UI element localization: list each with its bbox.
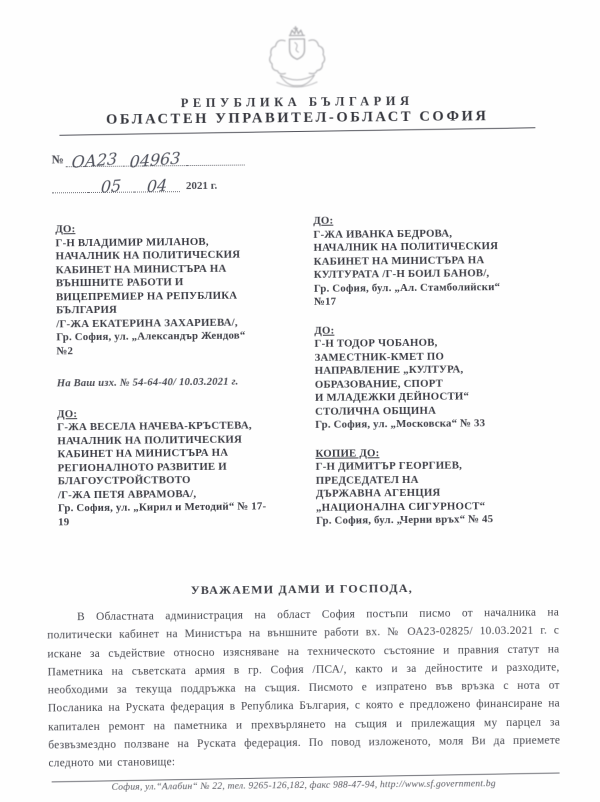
registry-number-line xyxy=(52,147,245,175)
recipient-label: ДО: xyxy=(314,324,335,337)
registry-block xyxy=(52,147,245,201)
address-line: Гр. София, ул. „Московска“ № 33 xyxy=(315,417,486,431)
footer-contact-line: София, ул.“Алабин“ № 22, тел. 9265-126,182, факс 988-47-94, http://www.sf.government.bg xyxy=(111,778,496,793)
address-line: „НАЦИОНАЛНА СИГУРНОСТ“ xyxy=(315,499,486,514)
recipient-address xyxy=(316,458,567,528)
dotted-leader xyxy=(186,147,244,167)
recipient-block-chobanov xyxy=(314,322,565,432)
address-line: И МЛАДЕЖКИ ДЕЙНОСТИ“ xyxy=(314,390,470,404)
recipients-left-column xyxy=(55,221,312,544)
address-line: БЪЛГАРИЯ xyxy=(56,303,118,317)
address-line: Г-Н ВЛАДИМИР МИЛАНОВ, xyxy=(55,235,209,249)
address-line: ДЪРЖАВНА АГЕНЦИЯ xyxy=(315,486,441,500)
address-line: НАЧАЛНИК НА ПОЛИТИЧЕСКИЯ xyxy=(55,248,241,263)
recipient-address xyxy=(314,335,565,432)
address-line: КУЛТУРАТА /Г-Н БОИЛ БАНОВ/, xyxy=(313,267,490,281)
dotted-leader xyxy=(66,148,124,172)
address-line: НАПРАВЛЕНИЕ „КУЛТУРА, xyxy=(314,363,464,377)
address-line: Гр. София, бул. „Черни връх“ № 45 xyxy=(316,513,494,527)
recipient-block-nacheva xyxy=(57,405,312,529)
address-line: Гр. София, бул. „Ал. Стамболийски“ xyxy=(313,280,501,295)
reference-line: На Ваш изх. № 54-64-40/ 10.03.2021 г. xyxy=(56,376,239,390)
address-line: /Г-ЖА ЕКАТЕРИНА ЗАХАРИЕВА/, xyxy=(56,316,238,330)
dotted-leader xyxy=(123,147,186,172)
address-line: НАЧАЛНИК НА ПОЛИТИЧЕСКИЯ xyxy=(313,240,499,254)
handwritten-number-part1: ОА23 xyxy=(71,149,118,172)
year-label: 2021 г. xyxy=(185,179,218,193)
dotted-leader xyxy=(52,174,88,193)
recipient-address xyxy=(313,226,564,309)
number-sign: № xyxy=(51,152,64,167)
recipient-label: ДО: xyxy=(313,214,334,227)
address-line: ЗАМЕСТНИК-КМЕТ ПО xyxy=(314,350,445,364)
address-line: БЛАГОУСТРОЙСТВОТО xyxy=(57,474,191,488)
recipient-label: КОПИЕ ДО: xyxy=(315,446,380,460)
letterhead-republic: РЕПУБЛИКА БЪЛГАРИЯ xyxy=(180,93,414,111)
address-line: РЕГИОНАЛНОТО РАЗВИТИЕ И xyxy=(57,460,227,474)
address-line: №17 xyxy=(313,295,337,308)
recipients-right-column xyxy=(313,212,566,543)
address-line: 19 xyxy=(58,515,70,528)
recipient-block-bedrova xyxy=(313,212,564,309)
address-line: КАБИНЕТ НА МИНИСТЪРА НА xyxy=(313,253,485,268)
address-line: КАБИНЕТ НА МИНИСТЪРА НА xyxy=(55,262,227,276)
address-line: ОБРАЗОВАНИЕ, СПОРТ xyxy=(314,377,444,391)
address-line: Г-Н ДИМИТЪР ГЕОРГИЕВ, xyxy=(315,459,463,473)
address-line: Гр. София, ул. „Александър Жендов“ xyxy=(56,329,246,344)
dotted-leader xyxy=(134,173,180,197)
recipient-label: ДО: xyxy=(55,223,76,236)
handwritten-date-day: 05 xyxy=(100,175,122,197)
bulgarian-coat-of-arms-icon xyxy=(252,24,341,99)
recipient-block-milanov xyxy=(55,221,310,358)
salutation: УВАЖАЕМИ ДАМИ И ГОСПОДА, xyxy=(190,580,413,598)
address-line: ВИЦЕПРЕМИЕР НА РЕПУБЛИКА xyxy=(55,289,238,303)
address-line: Г-ЖА ИВАНКА БЕДРОВА, xyxy=(313,227,453,241)
handwritten-number-part2: 04963 xyxy=(128,148,181,172)
letterhead-office: ОБЛАСТЕН УПРАВИТЕЛ-ОБЛАСТ СОФИЯ xyxy=(105,108,489,128)
address-line: СТОЛИЧНА ОБЩИНА xyxy=(315,404,437,418)
dotted-leader xyxy=(88,174,134,197)
address-line: Гр. София, ул. „Кирил и Методий“ № 17- xyxy=(57,500,267,515)
recipient-label: ДО: xyxy=(57,407,78,420)
address-line: №2 xyxy=(56,344,74,357)
address-line: Г-ЖА ВЕСЕЛА НАЧЕВА-КРЪСТЕВА, xyxy=(57,419,252,434)
address-line: /Г-ЖА ПЕТЯ АВРАМОВА/, xyxy=(57,487,197,501)
handwritten-date-month: 04 xyxy=(146,175,168,197)
address-line: ПРЕДСЕДАТЕЛ НА xyxy=(315,473,419,487)
address-line: НАЧАЛНИК НА ПОЛИТИЧЕСКИЯ xyxy=(57,433,243,447)
registry-date-line xyxy=(52,173,245,201)
recipient-address xyxy=(57,419,312,529)
address-line: КАБИНЕТ НА МИНИСТЪРА НА xyxy=(57,446,229,461)
recipient-block-georgiev-copy xyxy=(315,445,566,528)
address-line: Г-Н ТОДОР ЧОБАНОВ, xyxy=(314,336,438,350)
address-line: ВЪНШНИТЕ РАБОТИ И xyxy=(55,276,184,290)
recipient-address xyxy=(55,234,310,358)
letter-body: В Областната администрация на област София постъпи писмо от началника на политически кабинет на Министъра на външните работи вх. № ОА23-02825/ 10.03.2021 г. с искане за съдействие относно изясняване на техническото състояние и правния статут на Паметника на съветската армия в гр. София /ПСА/, както и за дейностите и разходите, необходими за текуща поддръжка на същия. Писмото е изпратено във връзка с нота от Посланика на Руската федерация в Република България, с която е предложено финансиране на капитален ремонт на паметника и прехвърлянето на същия и прилежащия му парцел за безвъзмездно ползване на Руската федерация. По повод изложеното, моля Ви да приемете следното ми становище: xyxy=(47,606,561,770)
